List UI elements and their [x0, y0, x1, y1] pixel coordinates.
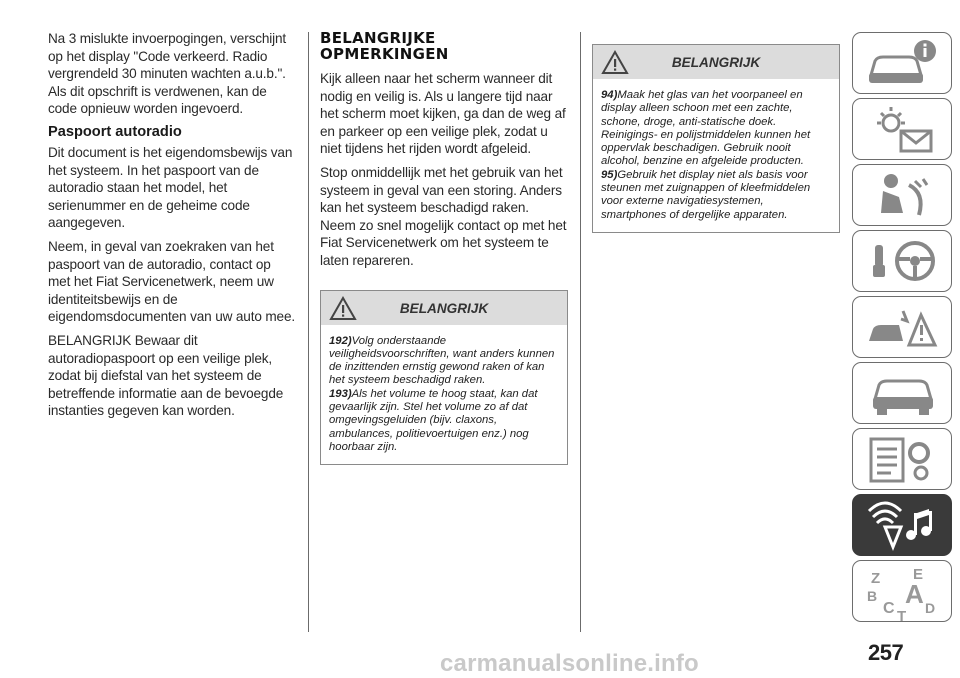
warning-body [321, 325, 567, 465]
section-title-line1: BELANGRIJKE [320, 29, 436, 47]
page-number: 257 [868, 640, 904, 665]
paragraph: Stop onmiddellijk met het gebruik van het systeem in geval van een storing. Anders kan het systeem beschadigd raken. Neem zo snel mogelijk contact op met het Fiat Servicenetwerk om het systeem te laten repareren. [320, 164, 567, 268]
tab-warning-lights[interactable] [852, 98, 952, 160]
warning-item [601, 169, 829, 222]
tab-multimedia[interactable] [852, 494, 952, 556]
paragraph: BELANGRIJK Bewaar dit autoradiopaspoort op een veilige plek, zodat bij diefstal van het systeem de betreffende informatie aan de bevoegde instanties gegeven kan worden. [48, 332, 284, 419]
warning-item [329, 388, 557, 454]
warning-number: 95) [601, 168, 618, 181]
warning-box [320, 290, 568, 466]
intro-paragraph: Na 3 mislukte invoerpogingen, verschijnt op het display "Code verkeerd. Radio vergrendeld 30 minuten wachten a.u.b.". Als dit opschrift is verdwenen, kan de code opnieuw worden ingevoerd. [48, 31, 287, 117]
index-letter: E [913, 566, 924, 583]
column-divider [308, 32, 309, 632]
key-steering-wheel-icon [863, 235, 943, 289]
index-letter: T [897, 608, 907, 623]
paragraph: Neem, in geval van zoekraken van het paspoort van de autoradio, contact op met het Fiat Servicenetwerk, neem uw identiteitsbewijs en de eigendomsdocumenten van uw auto mee. [48, 238, 296, 325]
warning-item [601, 89, 829, 169]
index-letter: C [883, 600, 895, 617]
car-info-icon [863, 37, 943, 91]
warning-box [592, 44, 840, 233]
warning-text: Als het volume te hoog staat, kan dat gevaarlijk zijn. Stel het volume zo af dat omgevingsgeluiden (bijv. claxons, ambulances, politievoertuigen enz.) nog hoorbaar zijn. [329, 387, 538, 453]
column-2 [320, 30, 568, 465]
tab-accident[interactable] [852, 296, 952, 358]
warning-text: Maak het glas van het voorpaneel en display alleen schoon met een zachte, schone, droge, anti-statische doek. Reinigings- en polijstmiddelen kunnen het oppervlak beschadigen. Gebruik nooit alcohol, benzine en afgeleide producten. [601, 89, 811, 168]
warning-header [321, 291, 567, 325]
car-service-icon [863, 367, 943, 421]
watermark: carmanualsonline.info [440, 650, 699, 677]
accident-icon [863, 301, 943, 355]
warning-text: Volg onderstaande veiligheidsvoorschriften, want anders kunnen de inzittenden ernstig gewond raken of kan het systeem beschadigd raken. [329, 334, 555, 387]
specifications-icon [863, 433, 943, 487]
warning-number: 94) [601, 89, 618, 101]
index-letter: Z [871, 570, 881, 587]
warning-text: Gebruik het display niet als basis voor steunen met zuignappen of kleefmiddelen voor externe navigatiesystemen, smartphones of dergelijke apparaten. [601, 168, 811, 221]
warning-title: BELANGRIJK [671, 55, 761, 70]
alphabetical-index-icon [863, 565, 943, 623]
warning-header [593, 45, 839, 79]
column-3 [592, 30, 840, 233]
tab-car-service[interactable] [852, 362, 952, 424]
warning-number: 193) [329, 387, 352, 400]
warning-lights-icon [863, 103, 943, 157]
warning-title: BELANGRIJK [399, 300, 489, 316]
subtitle-paspoort: Paspoort autoradio [48, 123, 182, 140]
index-letter: B [867, 588, 878, 604]
tab-alphabetical-index[interactable] [852, 560, 952, 622]
section-title [320, 30, 568, 62]
index-letter: D [925, 600, 936, 616]
section-title-line2: OPMERKINGEN [320, 45, 449, 63]
multimedia-icon [863, 499, 943, 553]
tab-car-info[interactable] [852, 32, 952, 94]
warning-number: 192) [329, 334, 352, 347]
tab-key-steering[interactable] [852, 230, 952, 292]
seat-airbag-icon [863, 169, 943, 223]
paragraph: Kijk alleen naar het scherm wanneer dit nodig en veilig is. Als u langere tijd naar het scherm moet kijken, ga dan de weg af en parkeer op een veilige plek, zodat u niet tijdens het rijden wordt afgeleid. [320, 71, 566, 157]
tab-seat-airbag[interactable] [852, 164, 952, 226]
column-1 [48, 30, 296, 426]
index-letter: A [905, 579, 924, 609]
warning-body [593, 79, 839, 232]
paragraph: Dit document is het eigendomsbewijs van het systeem. In het paspoort van de autoradio staan het model, het serienummer en de geheime code aangegeven. [48, 144, 293, 231]
tab-specifications[interactable] [852, 428, 952, 490]
warning-item [329, 335, 557, 388]
column-divider [580, 32, 581, 632]
